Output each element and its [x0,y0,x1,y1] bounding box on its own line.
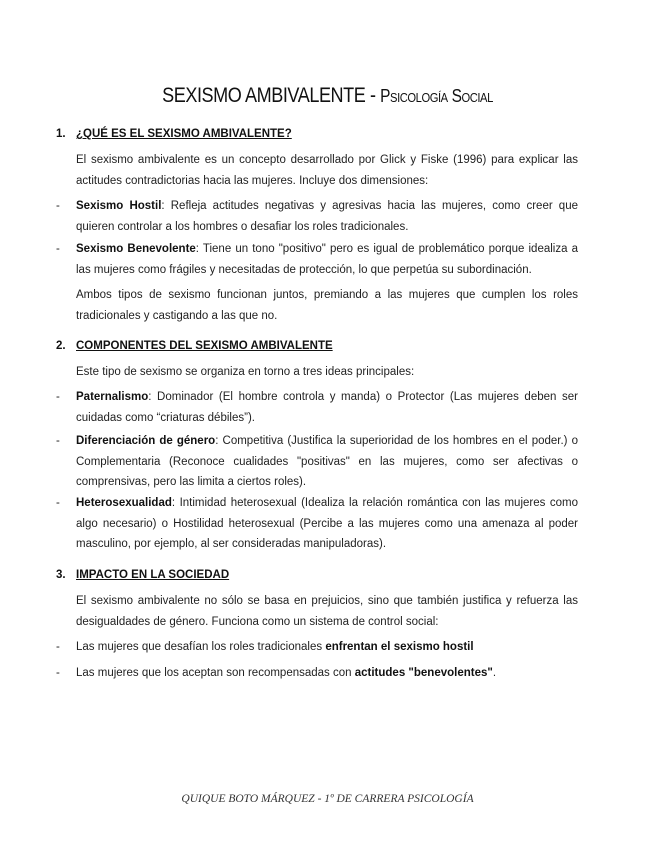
list-item [56,239,578,280]
section-3-number: 3. [56,569,66,581]
bullet-term: Heterosexualidad [76,497,172,509]
title-main: SEXISMO AMBIVALENTE [162,84,366,107]
bullet-text: Las mujeres que desafían los roles tradicionales [76,641,326,653]
title-separator: - [365,84,381,107]
bullet-emphasis: enfrentan el sexismo hostil [325,641,474,653]
bullet-text-end: . [492,667,497,679]
section-3-title: IMPACTO EN LA SOCIEDAD [76,569,230,581]
bullet-marker: - [56,243,60,255]
section-2-title: COMPONENTES DEL SEXISMO AMBIVALENTE [76,340,333,352]
section-1-number: 1. [56,128,66,140]
page-footer: QUIQUE BOTO MÁRQUEZ - 1º DE CARRERA PSICOLOGÍA [181,793,474,805]
section-2-intro: Este tipo de sexismo se organiza en torno a tres ideas principales: [76,366,415,378]
bullet-marker: - [56,641,60,653]
section-2-heading [56,340,333,352]
bullet-term: Sexismo Benevolente [76,243,196,255]
bullet-text: : Tiene un tono "positivo" pero es igual de problemático porque idealiza a las mujeres como frágiles y necesitadas de protección, lo que perpetúa su subordinación. [76,243,578,276]
section-2-number: 2. [56,340,66,352]
list-item [56,431,578,493]
bullet-emphasis: actitudes "benevolentes" [354,667,493,679]
bullet-text: : Refleja actitudes negativas y agresivas hacia las mujeres, como creer que quieren controlar a los hombres o desafiar los roles tradicionales. [76,200,578,233]
bullet-term: Diferenciación de género [76,435,216,447]
bullet-marker: - [56,391,60,403]
bullet-marker: - [56,435,60,447]
list-item [56,196,578,237]
section-3-heading [56,569,229,581]
section-1-intro: El sexismo ambivalente es un concepto desarrollado por Glick y Fiske (1996) para explicar las actitudes contradictorias hacia las mujeres. Incluye dos dimensiones: [76,154,578,187]
bullet-text: : Dominador (El hombre controla y manda) o Protector (Las mujeres deben ser cuidadas como “criaturas débiles”). [76,391,578,424]
list-item [56,663,578,684]
bullet-marker: - [56,200,60,212]
bullet-text: : Competitiva (Justifica la superioridad de los hombres en el poder.) o Complementaria (Reconoce cualidades "positivas" en las mujeres, como ser afectivas o comprensivas, pero las limita a ciertos roles). [76,435,578,488]
bullet-text: Las mujeres que los aceptan son recompensadas con [76,667,355,679]
bullet-marker: - [56,497,60,509]
section-1-title: ¿QUÉ ES EL SEXISMO AMBIVALENTE? [76,128,292,140]
list-item [56,387,578,428]
bullet-term: Paternalismo [76,391,149,403]
list-item [56,637,578,658]
section-1-outro: Ambos tipos de sexismo funcionan juntos, premiando a las mujeres que cumplen los roles tradicionales y castigando a las que no. [76,289,578,322]
page-title [46,84,609,108]
title-subtitle: Psicología Social [380,86,493,106]
bullet-marker: - [56,667,60,679]
section-1-heading [56,128,292,140]
bullet-text: : Intimidad heterosexual (Idealiza la relación romántica con las mujeres como algo necesario) o Hostilidad heterosexual (Percibe a las mujeres como una amenaza al poder masculino, por ejemplo, al ser consideradas manipuladoras). [76,497,578,550]
list-item [56,493,578,555]
bullet-term: Sexismo Hostil [76,200,162,212]
section-3-intro: El sexismo ambivalente no sólo se basa en prejuicios, sino que también justifica y refuerza las desigualdades de género. Funciona como un sistema de control social: [76,595,578,628]
